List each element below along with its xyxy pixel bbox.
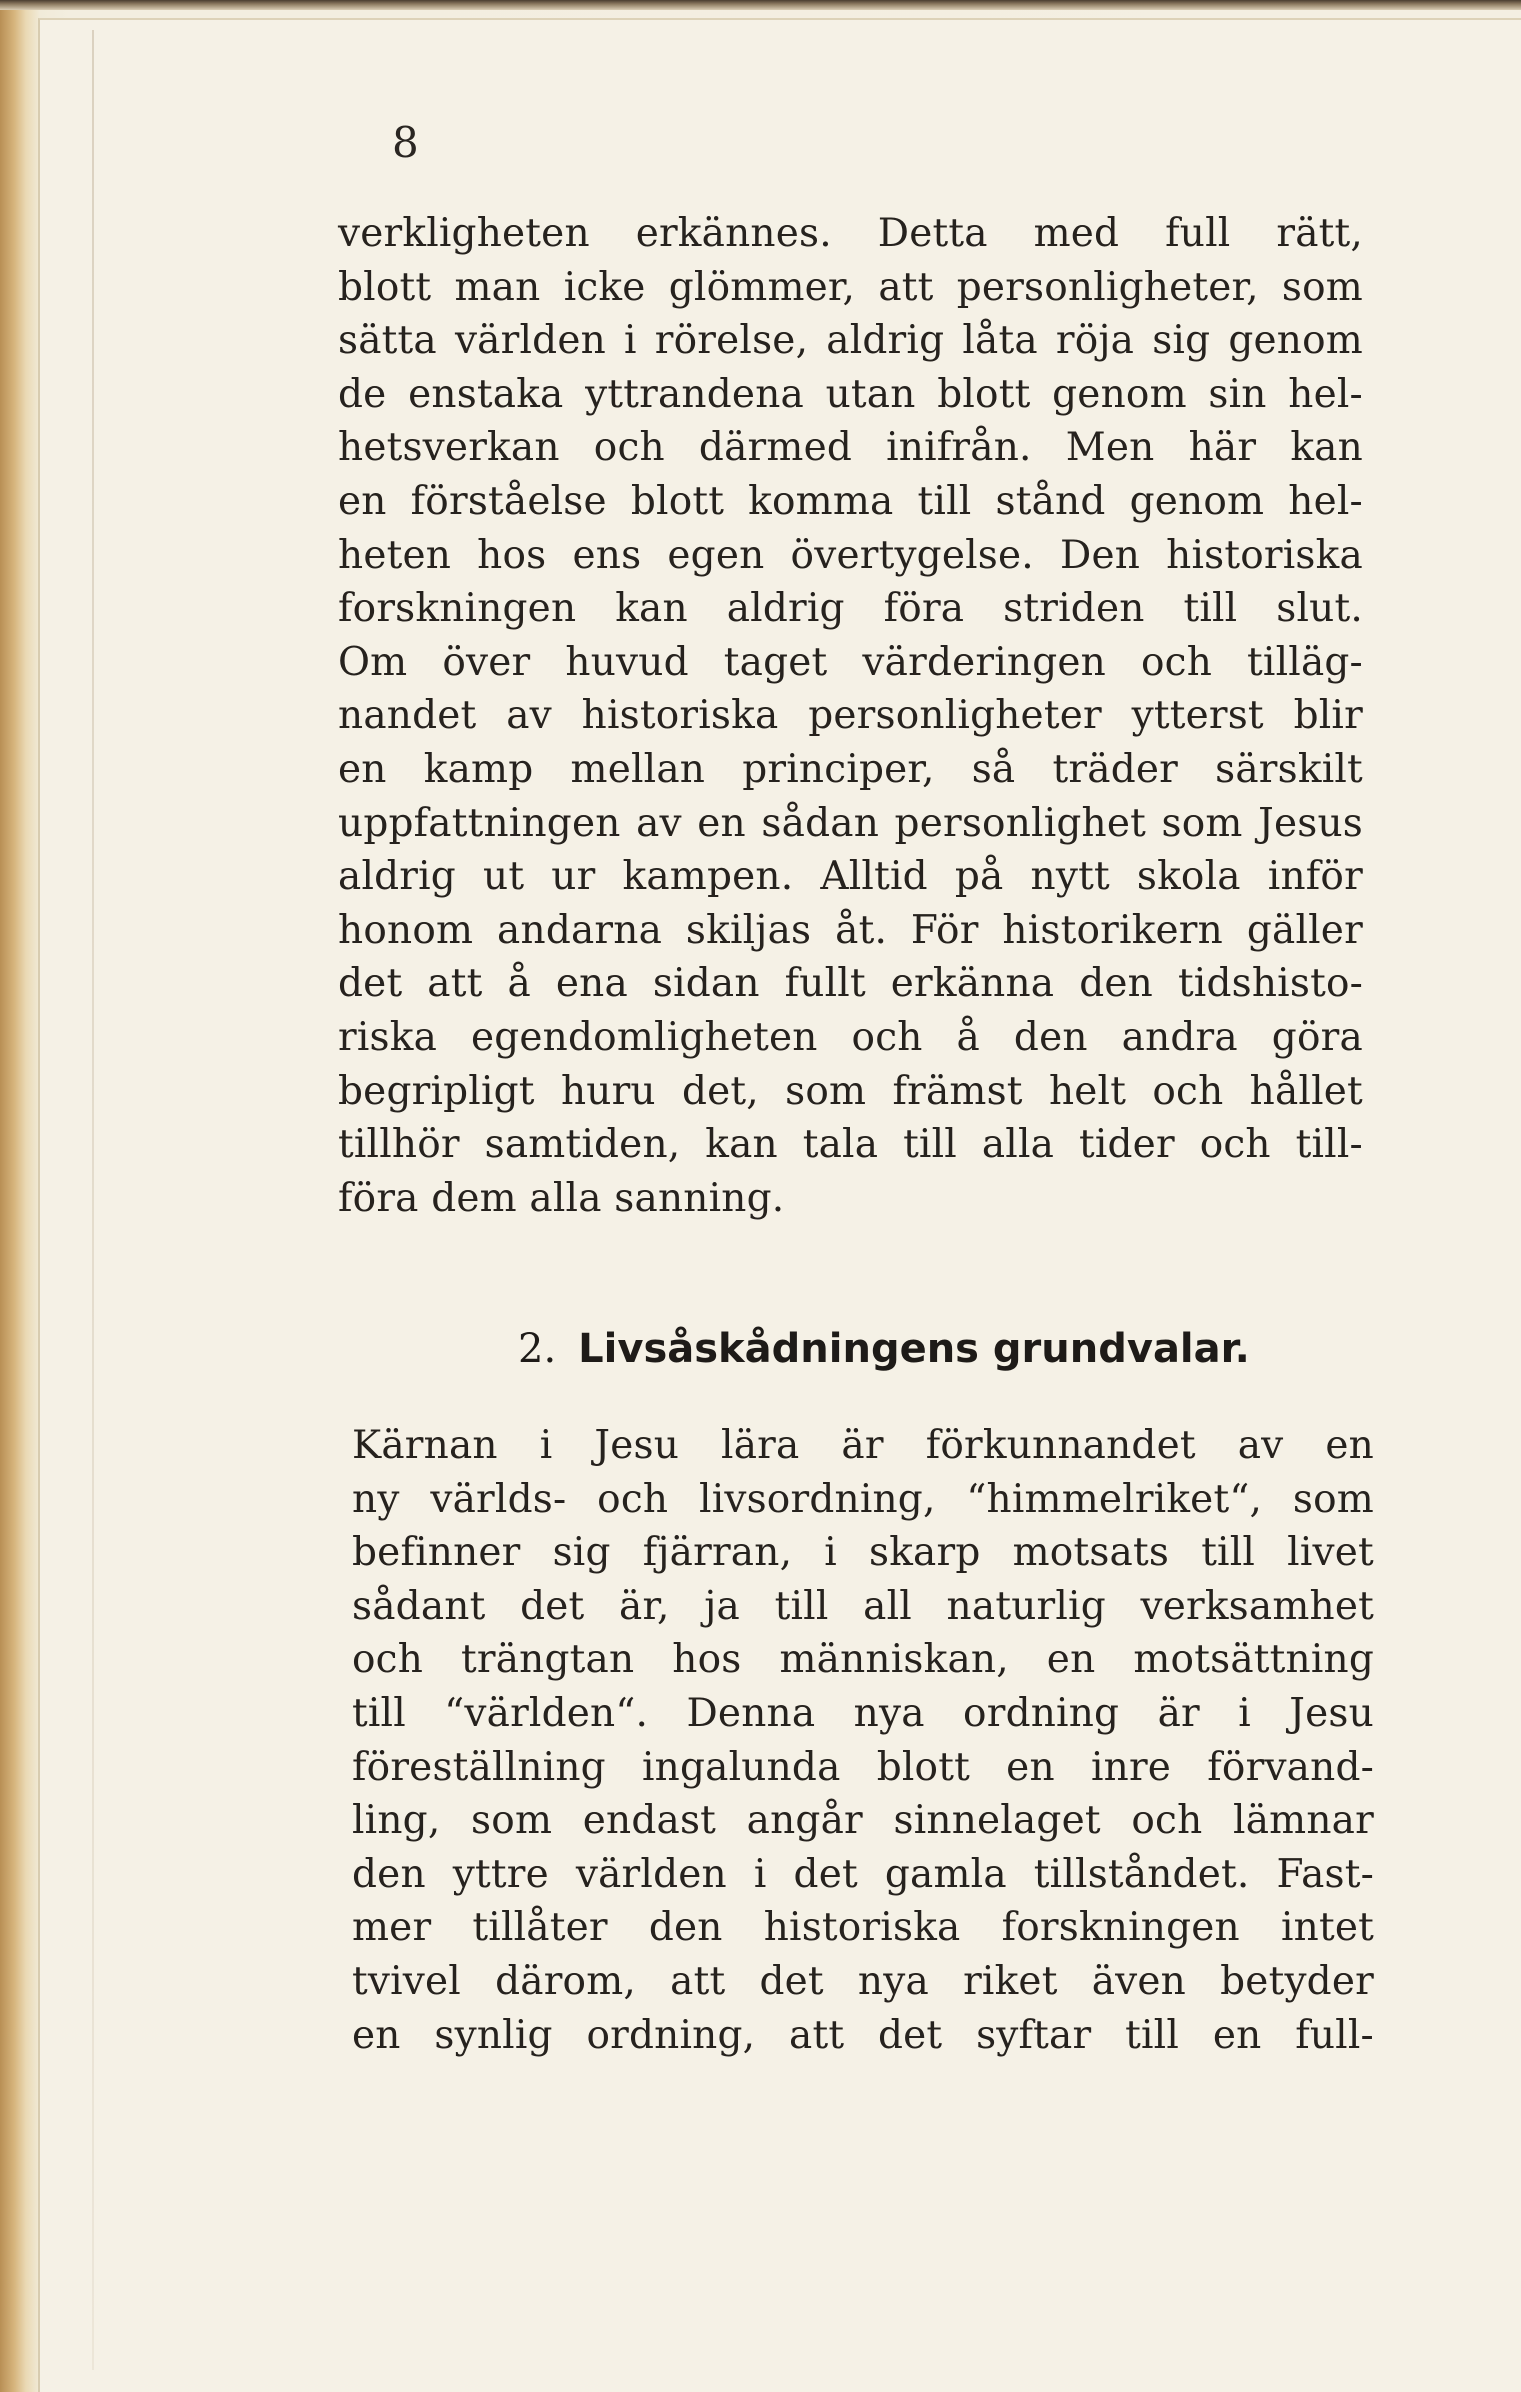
page-fold-line	[92, 30, 94, 2370]
text-line: ling, som endast angår sinnelaget och lämnar	[352, 1798, 1374, 1844]
text-line: en kamp mellan principer, så träder särskilt	[338, 747, 1363, 792]
text-line: till “världen“. Denna nya ordning är i Jesu	[352, 1691, 1374, 1736]
text-line: Om över huvud taget värderingen och tilläg-	[338, 639, 1363, 685]
text-line: mer tillåter den historiska forskningen intet	[352, 1905, 1374, 1951]
text-line: det att å ena sidan fullt erkänna den tidshisto-	[338, 961, 1363, 1007]
text-line: föra dem alla sanning.	[338, 1175, 785, 1221]
text-line: tvivel därom, att det nya riket även betyder	[352, 1959, 1374, 2004]
section-title: Livsåskådningens grundvalar.	[578, 1326, 1250, 1372]
text-line: och trängtan hos människan, en motsättning	[352, 1637, 1374, 1683]
text-line: den yttre världen i det gamla tillståndet. Fast-	[352, 1851, 1374, 1897]
text-line: en synlig ordning, att det syftar till en full-	[352, 2012, 1374, 2058]
text-line: begripligt huru det, som främst helt och hållet	[338, 1068, 1363, 1114]
text-line: Kärnan i Jesu lära är förkunnandet av en	[352, 1423, 1374, 1468]
text-line: heten hos ens egen övertygelse. Den historiska	[338, 532, 1363, 578]
text-line: föreställning ingalunda blott en inre förvand-	[352, 1744, 1374, 1790]
text-line: sådant det är, ja till all naturlig verksamhet	[352, 1583, 1374, 1629]
text-line: verkligheten erkännes. Detta med full rätt,	[338, 211, 1363, 256]
page-top-edge	[0, 0, 1521, 10]
text-line: tillhör samtiden, kan tala till alla tider och till-	[338, 1122, 1363, 1168]
section-heading	[518, 1326, 1250, 1372]
text-line: blott man icke glömmer, att personligheter, som	[338, 264, 1363, 310]
text-line: riska egendomligheten och å den andra göra	[338, 1015, 1363, 1060]
text-line: nandet av historiska personligheter ytterst blir	[338, 693, 1363, 739]
text-line: uppfattningen av en sådan personlighet som Jesus	[338, 800, 1363, 846]
text-line: sätta världen i rörelse, aldrig låta röja sig genom	[338, 318, 1363, 364]
text-line: aldrig ut ur kampen. Alltid på nytt skola inför	[338, 854, 1363, 900]
text-line: befinner sig fjärran, i skarp motsats till livet	[352, 1530, 1374, 1576]
page-number: 8	[392, 118, 419, 167]
text-line: forskningen kan aldrig föra striden till slut.	[338, 586, 1363, 632]
text-line: ny världs- och livsordning, “himmelriket“, som	[352, 1476, 1374, 1522]
text-line: hetsverkan och därmed inifrån. Men här kan	[338, 425, 1363, 471]
text-line: en förståelse blott komma till stånd genom hel-	[338, 479, 1363, 524]
text-line: de enstaka yttrandena utan blott genom sin hel-	[338, 371, 1363, 417]
text-line: honom andarna skiljas åt. För historikern gäller	[338, 907, 1363, 953]
section-number: 2.	[518, 1326, 557, 1372]
